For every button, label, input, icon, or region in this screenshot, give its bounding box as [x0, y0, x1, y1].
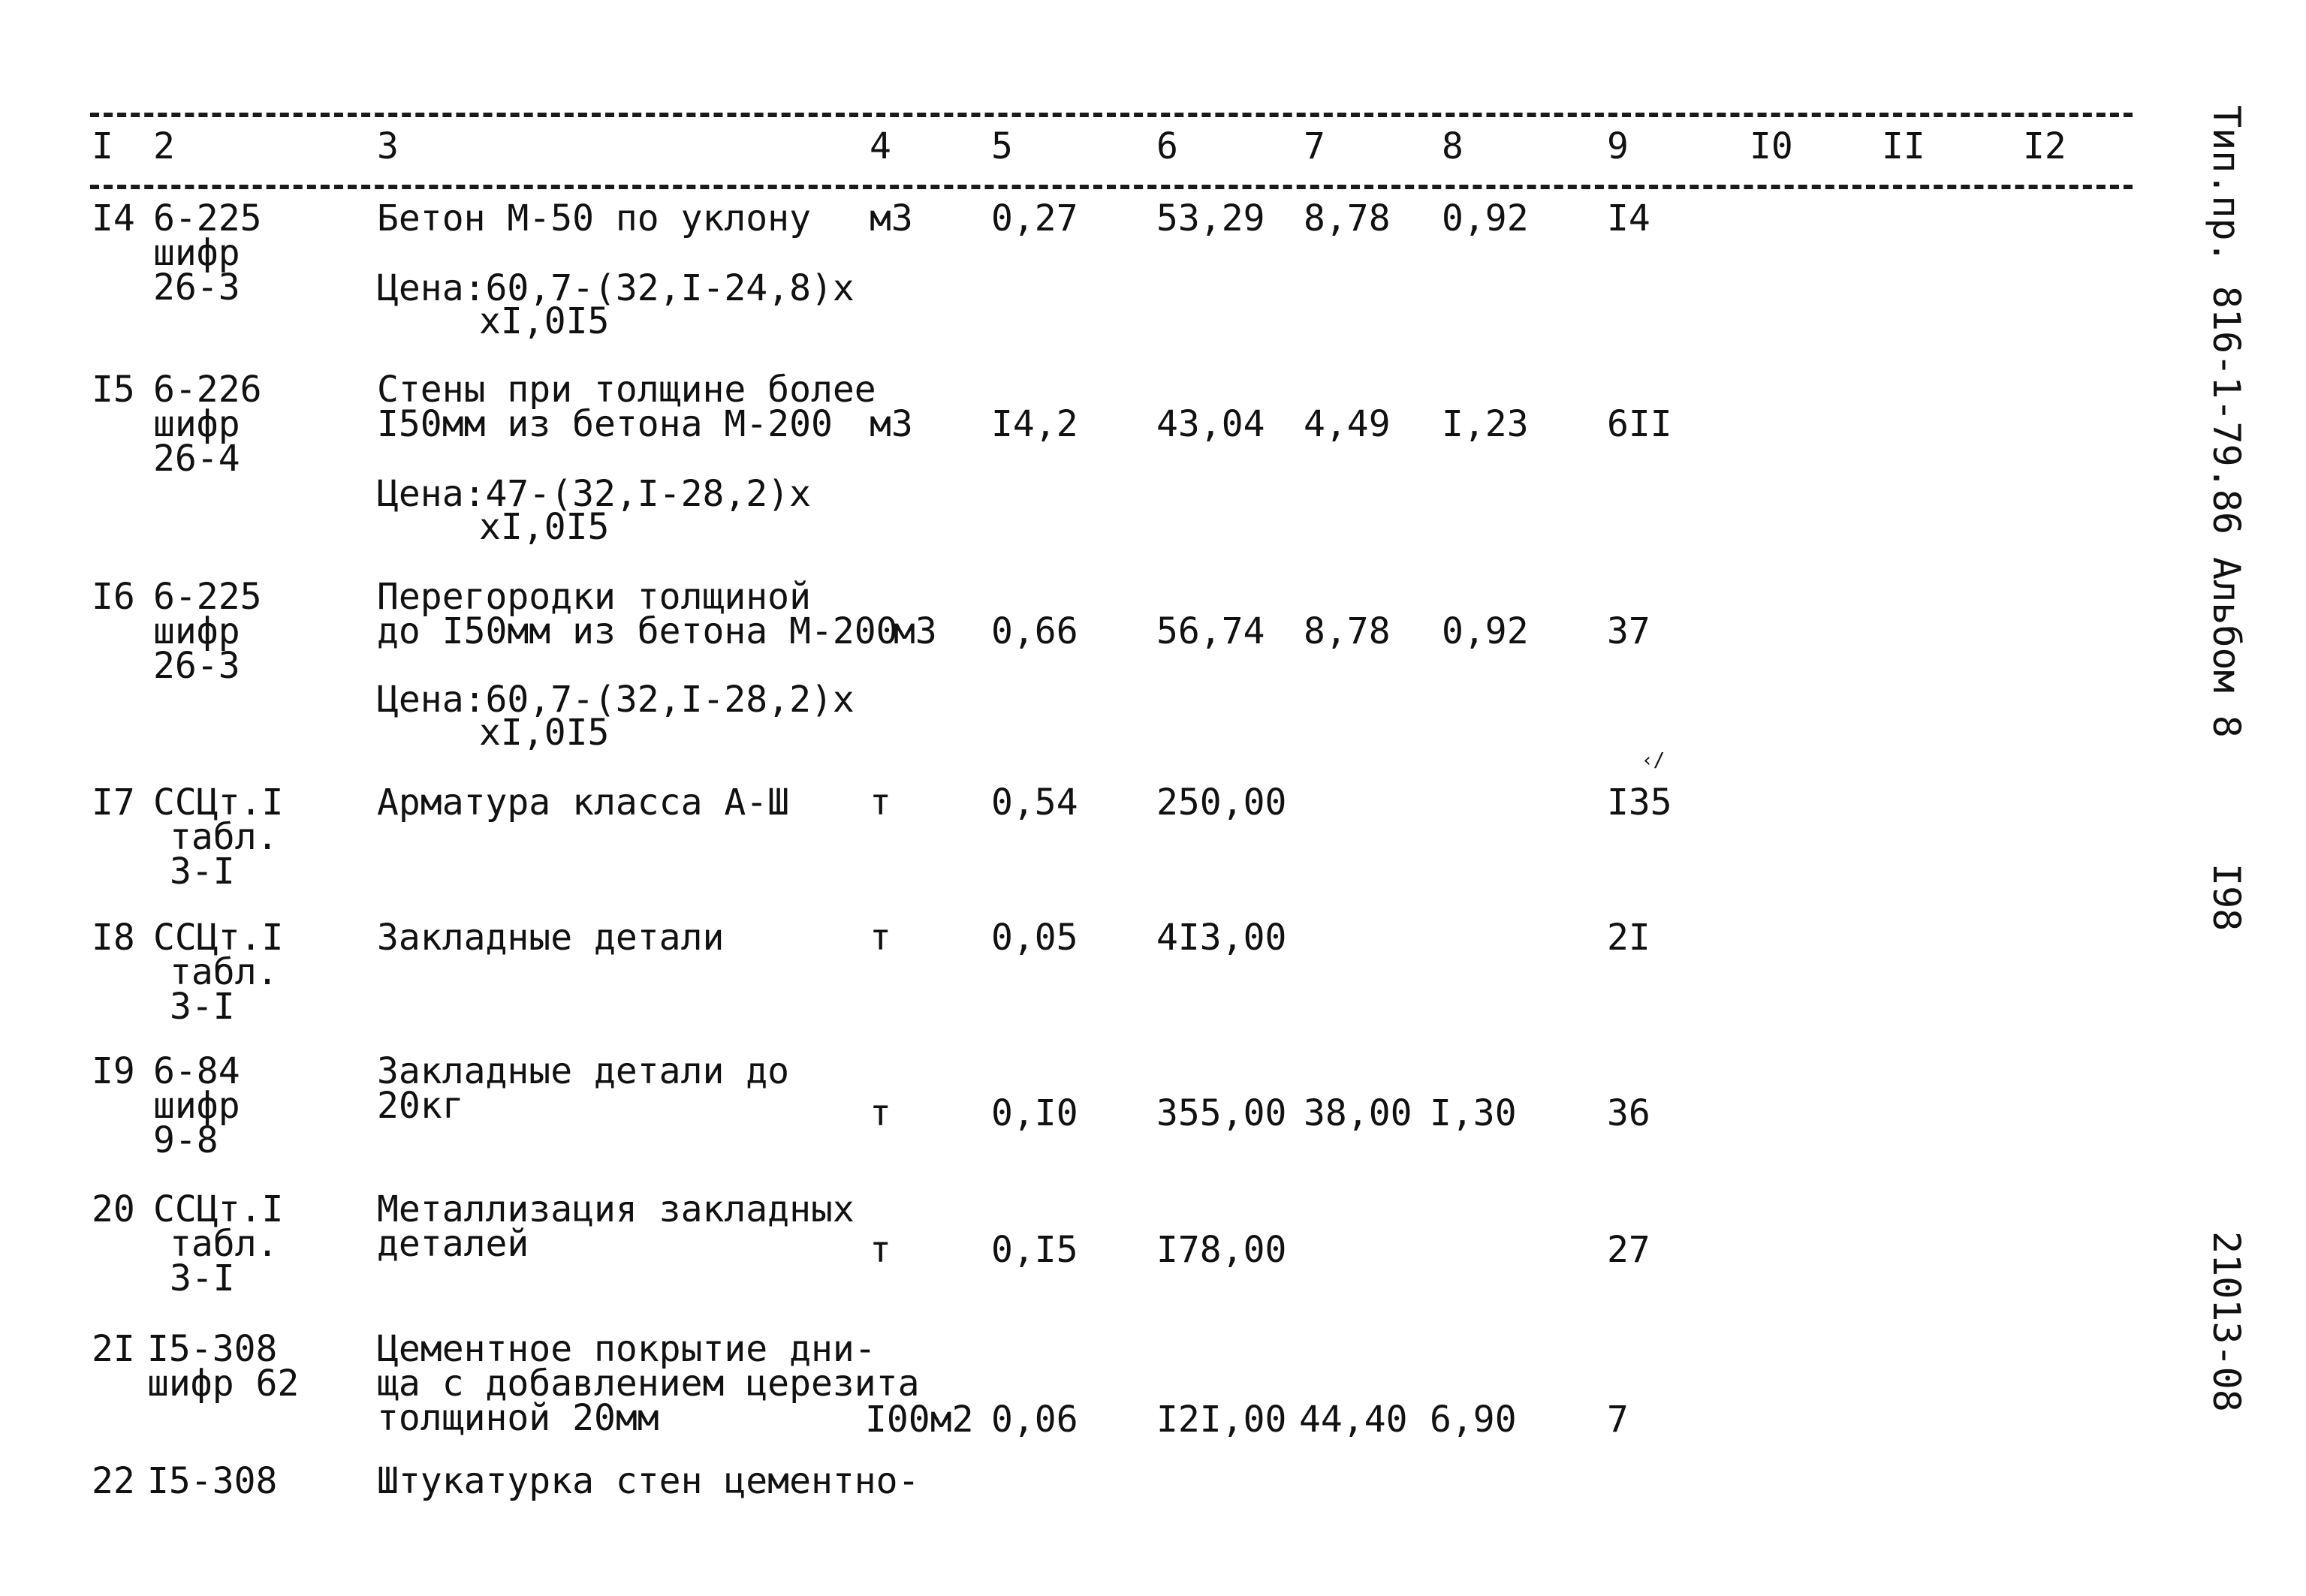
code-line: I5-308	[147, 1328, 278, 1370]
row-col-7: 8,78	[1304, 610, 1391, 652]
price-line: xI,0I5	[479, 506, 610, 548]
description-line: Металлизация закладных	[377, 1188, 855, 1230]
code-line: шифр	[153, 403, 240, 445]
row-code	[153, 1050, 240, 1161]
code-line: ССЦт.I	[153, 1188, 284, 1230]
row-number: I5	[92, 369, 135, 411]
code-line: 3-I	[170, 986, 235, 1028]
description-line: Бетон М-50 по уклону	[377, 197, 811, 239]
header-col-12: I2	[2023, 125, 2066, 167]
header-col-7: 7	[1304, 125, 1325, 167]
row-unit: т	[870, 781, 891, 824]
row-quantity: 0,05	[991, 917, 1078, 959]
description-line: I50мм из бетона М-200	[377, 403, 833, 445]
row-col-9: I4	[1607, 197, 1650, 239]
row-description	[377, 369, 876, 445]
description-line: Перегородки толщиной	[377, 576, 811, 618]
row-description	[377, 917, 725, 959]
row-col-6: 250,00	[1156, 781, 1287, 824]
row-number: I8	[92, 917, 135, 959]
row-quantity: 0,66	[991, 610, 1078, 652]
row-col-6: 53,29	[1156, 197, 1265, 239]
header-col-8: 8	[1442, 125, 1463, 167]
price-line: Цена:60,7-(32,I-24,8)x	[377, 267, 855, 309]
row-col-9: 37	[1607, 610, 1650, 652]
row-description	[377, 197, 811, 239]
code-line: ССЦт.I	[153, 781, 284, 824]
row-col-8: I,30	[1430, 1092, 1517, 1134]
code-line: шифр	[153, 1085, 240, 1127]
description-line: Цементное покрытие дни-	[377, 1328, 876, 1370]
row-unit: I00м2	[865, 1399, 974, 1441]
price-formula	[377, 679, 855, 754]
header-col-2: 2	[153, 125, 175, 167]
code-line: табл.	[170, 951, 279, 993]
row-number: I6	[92, 576, 135, 618]
row-unit: т	[870, 1229, 891, 1271]
row-quantity: 0,54	[991, 781, 1078, 824]
stray-mark: ‹/	[1641, 749, 1665, 772]
row-col-9: 7	[1607, 1399, 1629, 1441]
margin-album-reference: Тип.пр. 816-1-79.86 Альбом 8	[2205, 105, 2248, 738]
header-col-10: I0	[1750, 125, 1793, 167]
row-code	[153, 576, 262, 687]
row-col-6: I78,00	[1156, 1229, 1287, 1271]
row-description	[377, 781, 790, 824]
row-col-9: 36	[1607, 1092, 1650, 1134]
row-col-8: 0,92	[1442, 610, 1529, 652]
row-number: 2I	[92, 1328, 135, 1370]
price-line: Цена:60,7-(32,I-28,2)x	[377, 679, 855, 721]
row-quantity: 0,06	[991, 1399, 1078, 1441]
row-col-8: 0,92	[1442, 197, 1529, 239]
row-col-6: 43,04	[1156, 403, 1265, 445]
row-col-6: 355,00	[1156, 1092, 1287, 1134]
row-unit: т	[870, 1092, 891, 1134]
code-line: шифр	[153, 610, 240, 652]
description-line: ща с добавлением церезита	[377, 1363, 920, 1405]
row-code	[147, 1328, 300, 1405]
code-line: 3-I	[170, 1257, 235, 1299]
header-col-5: 5	[991, 125, 1013, 167]
price-formula	[377, 267, 855, 342]
header-col-9: 9	[1607, 125, 1629, 167]
price-line: xI,0I5	[479, 712, 610, 754]
row-col-9: 2I	[1607, 917, 1650, 959]
row-col-8: I,23	[1442, 403, 1529, 445]
row-number: 20	[92, 1188, 135, 1230]
row-description	[377, 1188, 855, 1265]
code-line: 3-I	[170, 851, 235, 893]
row-code	[153, 917, 284, 1028]
header-col-6: 6	[1156, 125, 1178, 167]
description-line: деталей	[377, 1223, 529, 1265]
header-rule-top	[90, 113, 2133, 117]
code-line: 6-226	[153, 369, 262, 411]
row-unit: м3	[870, 197, 913, 239]
row-code	[153, 197, 262, 309]
code-line: табл.	[170, 1223, 279, 1265]
header-rule-bottom	[90, 185, 2133, 189]
row-quantity: 0,27	[991, 197, 1078, 239]
description-line: Закладные детали	[377, 917, 725, 959]
row-code	[153, 781, 284, 893]
row-description	[377, 1050, 790, 1127]
row-col-6: 56,74	[1156, 610, 1265, 652]
row-quantity: 0,I5	[991, 1229, 1078, 1271]
code-line: 26-4	[153, 438, 240, 480]
description-line: Закладные детали до	[377, 1050, 790, 1092]
margin-page-number: I98	[2205, 863, 2248, 932]
row-col-7: 4,49	[1304, 403, 1391, 445]
row-code	[153, 1188, 284, 1299]
row-description	[377, 1460, 920, 1502]
row-unit: м3	[894, 610, 937, 652]
row-col-6: 4I3,00	[1156, 917, 1287, 959]
header-col-4: 4	[870, 125, 891, 167]
header-col-1: I	[92, 125, 113, 167]
row-unit: т	[870, 917, 891, 959]
row-col-7: 8,78	[1304, 197, 1391, 239]
row-number: I4	[92, 197, 135, 239]
code-line: 26-3	[153, 645, 240, 687]
row-number: 22	[92, 1460, 135, 1502]
code-line: 6-225	[153, 576, 262, 618]
code-line: шифр	[153, 232, 240, 274]
description-line: Стены при толщине более	[377, 369, 876, 411]
price-formula	[377, 473, 811, 548]
row-code	[153, 369, 262, 480]
row-col-9: 27	[1607, 1229, 1650, 1271]
header-col-11: II	[1882, 125, 1925, 167]
row-col-9: 6II	[1607, 403, 1672, 445]
margin-document-number: 21013-08	[2205, 1231, 2248, 1412]
row-col-6: I2I,00	[1156, 1399, 1287, 1441]
row-quantity: I4,2	[991, 403, 1078, 445]
row-number: I9	[92, 1050, 135, 1092]
row-quantity: 0,I0	[991, 1092, 1078, 1134]
price-line: Цена:47-(32,I-28,2)x	[377, 473, 811, 515]
code-line: 9-8	[153, 1119, 219, 1161]
header-col-3: 3	[377, 125, 399, 167]
code-line: 6-84	[153, 1050, 240, 1092]
row-col-9: I35	[1607, 781, 1672, 824]
row-col-8: 6,90	[1430, 1399, 1517, 1441]
row-col-7: 44,40	[1299, 1399, 1408, 1441]
description-line: толщиной 20мм	[377, 1397, 659, 1439]
code-line: 6-225	[153, 197, 262, 239]
price-line: xI,0I5	[479, 300, 610, 342]
row-number: I7	[92, 781, 135, 824]
description-line: Штукатурка стен цементно-	[377, 1460, 920, 1502]
row-description	[377, 1328, 920, 1439]
description-line: Арматура класса А-Ш	[377, 781, 790, 824]
description-line: до I50мм из бетона М-200	[377, 610, 898, 652]
row-description	[377, 576, 898, 652]
description-line: 20кг	[377, 1085, 464, 1127]
code-line: шифр 62	[147, 1363, 300, 1405]
code-line: 26-3	[153, 267, 240, 309]
code-line: ССЦт.I	[153, 917, 284, 959]
row-code	[147, 1460, 278, 1502]
code-line: I5-308	[147, 1460, 278, 1502]
code-line: табл.	[170, 816, 279, 858]
row-unit: м3	[870, 403, 913, 445]
row-col-7: 38,00	[1304, 1092, 1412, 1134]
